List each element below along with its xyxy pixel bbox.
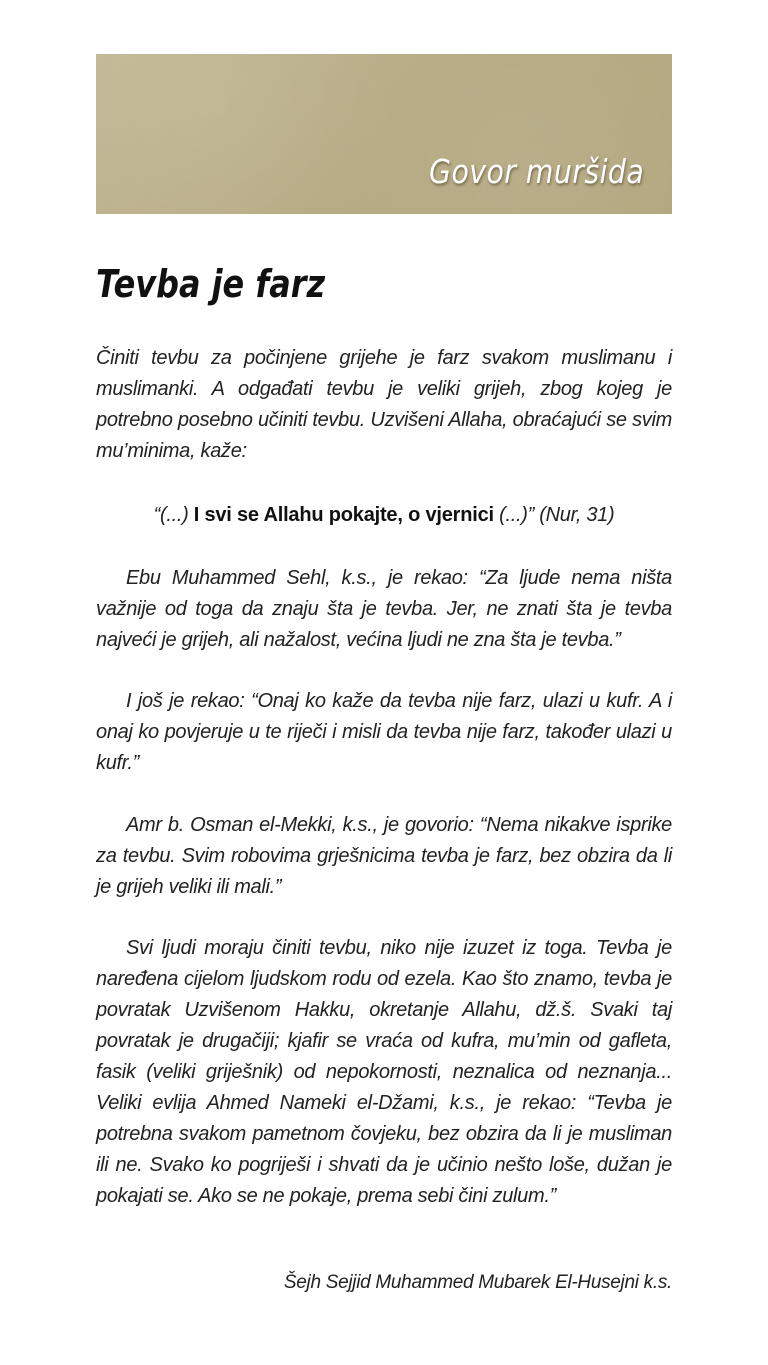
paragraph-conclusion: Svi ljudi moraju činiti tevbu, niko nije izuzet iz toga. Tevba je naređena cijelom ljudskom rodu od ezela. Kao što znamo, tevba je povratak Uzvišenom Hakku, okretanje Allahu, dž.š. Svaki taj povratak je drugačiji; kjafir se vraća od kufra, mu’min od gafleta, fasik (veliki griješnik) od nepokornosti, neznalica od neznanja... Veliki evlija Ahmed Nameki el-Džami, k.s., je rekao: “Tevba je potrebna svakom pametnom čovjeku, bez obzira da li je musliman ili ne. Svako ko pogriješi i shvati da je učinio nešto loše, dužan je pokajati se. Ako se ne pokaje, prema sebi čini zulum.”	[96, 937, 672, 1207]
quran-quote	[96, 500, 672, 531]
paragraph-intro: Činiti tevbu za počinjene grijehe je farz svakom muslimanu i muslimanki. A odgađati tevbu je veliki grijeh, zbog kojeg je potrebno posebno učiniti tevbu. Uzvišeni Allaha, obraćajući se svim mu’minima, kaže:	[96, 347, 672, 462]
author-signature: Šejh Sejjid Muhammed Mubarek El-Husejni k.s.	[283, 1272, 672, 1293]
quote-ayah: I svi se Allahu pokajte, o vjernici	[193, 504, 494, 526]
paragraph-sehl-continued: I još je rekao: “Onaj ko kaže da tevba nije farz, ulazi u kufr. A i onaj ko povjeruje u te riječi i misli da tevba nije farz, također ulazi u kufr.”	[96, 690, 672, 774]
quote-close: (...)” (Nur, 31)	[493, 504, 615, 526]
quote-open: “(...)	[153, 504, 194, 526]
article-title: Tevba je farz	[96, 262, 326, 306]
section-title: Govor muršida	[428, 152, 644, 191]
paragraph-mekki: Amr b. Osman el-Mekki, k.s., je govorio: “Nema nikakve isprike za tevbu. Svim robovima grješnicima tevba je farz, bez obzira da li je grijeh veliki ili mali.”	[96, 814, 672, 898]
section-banner	[96, 54, 672, 214]
paragraph-sehl: Ebu Muhammed Sehl, k.s., je rekao: “Za ljude nema ništa važnije od toga da znaju šta je tevba. Jer, ne znati šta je tevba najveći je grijeh, ali nažalost, većina ljudi ne zna šta je tevba.”	[96, 567, 672, 651]
